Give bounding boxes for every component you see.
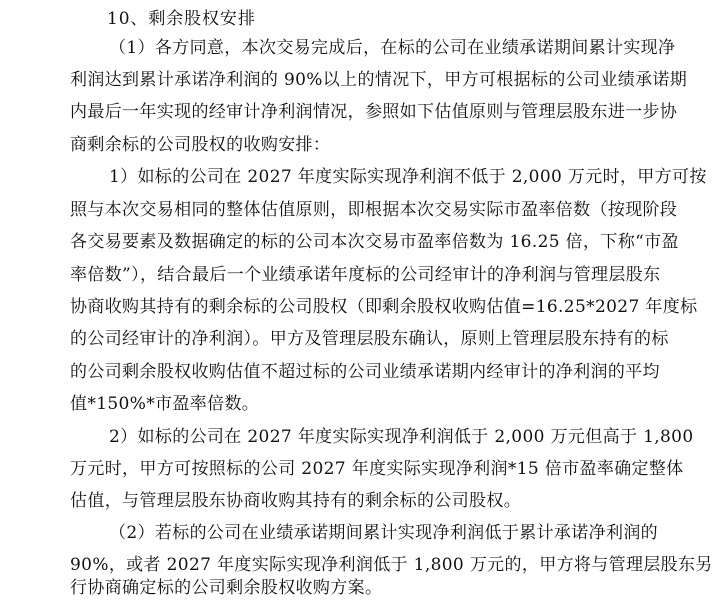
subparagraph-1-line-5: 协商收购其持有的剩余标的公司股权（即剩余股权收购估值=16.25*2027 年度标 — [70, 297, 698, 317]
subparagraph-2-line-3: 估值，与管理层股东协商收购其持有的剩余标的公司股权。 — [70, 491, 522, 511]
paragraph-1-line-2: 利润达到累计承诺净利润的 90%以上的情况下，甲方可根据标的公司业绩承诺期 — [70, 70, 688, 90]
subparagraph-1-line-7: 的公司剩余股权收购估值不超过标的公司业绩承诺期内经审计的净利润的平均 — [70, 362, 660, 382]
subparagraph-2-line-1: 2）如标的公司在 2027 年度实际实现净利润低于 2,000 万元但高于 1,800 — [109, 427, 694, 447]
paragraph-1-line-4: 商剩余标的公司股权的收购安排： — [70, 135, 331, 155]
subparagraph-1-line-2: 照与本次交易相同的整体估值原则，即根据本次交易实际市盈率倍数（按现阶段 — [70, 200, 678, 220]
subparagraph-1-line-1: 1）如标的公司在 2027 年度实际实现净利润不低于 2,000 万元时，甲方可按 — [109, 167, 707, 187]
paragraph-1-line-1: （1）各方同意，本次交易完成后，在标的公司在业绩承诺期间累计实现净 — [109, 38, 676, 58]
paragraph-2-line-1: （2）若标的公司在业绩承诺期间累计实现净利润低于累计承诺净利润的 — [109, 523, 659, 543]
section-heading: 10、剩余股权安排 — [107, 9, 256, 29]
subparagraph-1-line-6: 的公司经审计的净利润）。甲方及管理层股东确认，原则上管理层股东持有的标 — [70, 329, 669, 349]
subparagraph-1-line-8: 值*150%*市盈率倍数。 — [70, 394, 260, 414]
paragraph-2-line-3: 行协商确定标的公司剩余股权收购方案。 — [70, 578, 383, 598]
subparagraph-1-line-4: 率倍数”），结合最后一个业绩承诺年度标的公司经审计的净利润与管理层股东 — [70, 265, 661, 285]
paragraph-1-line-3: 内最后一年实现的经审计净利润情况，参照如下估值原则与管理层股东进一步协 — [70, 102, 678, 122]
paragraph-2-line-2: 90%，或者 2027 年度实际实现净利润低于 1,800 万元的，甲方将与管理层股东另 — [70, 555, 713, 575]
subparagraph-2-line-2: 万元时，甲方可按照标的公司 2027 年度实际实现净利润*15 倍市盈率确定整体 — [70, 459, 684, 479]
subparagraph-1-line-3: 各交易要素及数据确定的标的公司本次交易市盈率倍数为 16.25 倍，下称“市盈 — [70, 232, 679, 252]
